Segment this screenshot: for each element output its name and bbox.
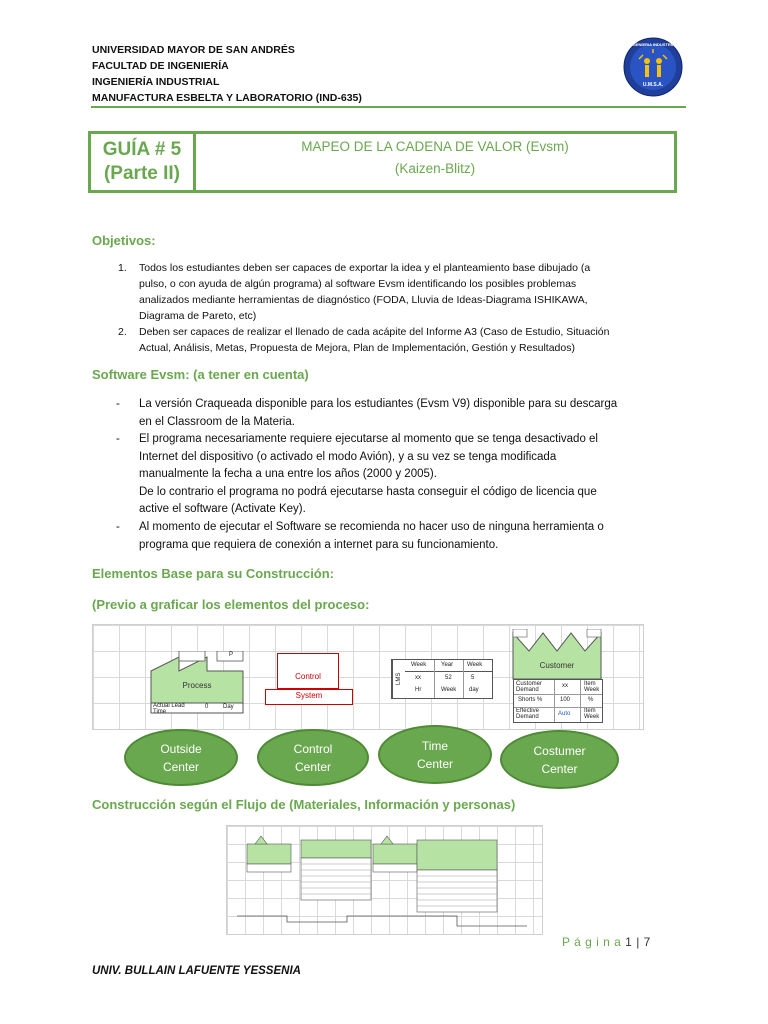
software-bullet-3 xyxy=(116,519,686,554)
header-course: MANUFACTURA ESBELTA Y LABORATORIO (IND-635) xyxy=(92,92,362,104)
bullet-2-line-4: De lo contrario el programa no podrá ejecutarse hasta conseguir el código de licencia que xyxy=(139,485,597,498)
author: UNIV. BULLAIN LAFUENTE YESSENIA xyxy=(92,965,301,977)
oval-1-line-1: Outside xyxy=(160,741,202,756)
oval-2-line-1: Control xyxy=(293,741,333,756)
base-elements-diagram xyxy=(92,624,644,730)
objective-num-1: 1. xyxy=(118,262,127,274)
time-r2-c1: Hr xyxy=(415,687,422,693)
time-header-3: Week xyxy=(467,662,483,668)
process-row-label: Actual Lead Time xyxy=(153,703,185,715)
objective-1-line-2: pulso, o con ayuda de algún programa) al software Evsm identificando los posibles problemas xyxy=(139,278,577,290)
elements-subheading: (Previo a graficar los elementos del proceso: xyxy=(92,597,370,612)
objective-1-line-3: analizados mediante herramientas de diagnóstico (FODA, Lluvia de Ideas-Diagrama ISHIKAWA, xyxy=(139,294,588,306)
objective-1-line-4: Diagrama de Pareto, etc) xyxy=(139,310,257,322)
bullet-dash-1: - xyxy=(116,398,120,410)
cust-r2-c2: 100 xyxy=(560,697,571,703)
bullet-1-line-2: en el Classroom de la Materia. xyxy=(139,415,295,428)
title-box xyxy=(88,131,677,193)
oval-control-center xyxy=(257,729,369,786)
oval-4-line-1: Costumer xyxy=(533,743,586,758)
time-r2-c2: Week xyxy=(441,687,457,693)
bullet-3-line-2: programa que requiera de conexión a internet para su funcionamiento. xyxy=(139,538,499,551)
guide-number xyxy=(91,138,193,186)
time-header-2: Year xyxy=(441,662,454,668)
oval-2-line-2: Center xyxy=(294,759,332,774)
objectives-heading: Objetivos: xyxy=(92,233,156,248)
customer-label: Customer xyxy=(539,661,575,670)
cust-r1-c1: Customer Demand xyxy=(516,681,543,693)
bullet-2-line-3: manualmente la fecha a una entre los años (2000 y 2005). xyxy=(139,468,437,480)
header-faculty: FACULTAD DE INGENIERÍA xyxy=(92,60,229,72)
page-number: 1 xyxy=(625,935,633,949)
bullet-dash-3: - xyxy=(116,521,120,533)
time-r1-c2: 52 xyxy=(445,675,452,681)
process-label: Process xyxy=(182,681,212,690)
bullet-1-line-1: La versión Craqueada disponible para los estudiantes (Evsm V9) disponible para su descarga xyxy=(139,398,618,410)
bullet-3-line-1: Al momento de ejecutar el Software se recomienda no hacer uso de ninguna herramienta o xyxy=(139,521,604,533)
header-text xyxy=(92,42,512,106)
customer-table xyxy=(513,679,603,723)
flow-diagram-drawing xyxy=(227,826,542,934)
bullet-dash-2: - xyxy=(116,433,120,445)
customer-shape xyxy=(511,629,603,681)
objective-2-line-1: Deben ser capaces de realizar el llenado de cada acápite del Informe A3 (Caso de Estudio, Situación xyxy=(139,326,610,338)
header-career: INGENIERÍA INDUSTRIAL xyxy=(92,76,220,88)
time-r2-c3: day xyxy=(469,687,479,693)
cust-r3-c1: Effective Demand xyxy=(516,708,539,720)
oval-outside-center xyxy=(124,729,238,786)
page-indicator xyxy=(562,935,651,949)
elements-heading: Elementos Base para su Construcción: xyxy=(92,566,335,581)
guide-line-1: GUÍA # 5 xyxy=(102,139,182,160)
cust-r3-c3: Item Week xyxy=(584,708,600,720)
control-box xyxy=(277,653,339,689)
header-divider xyxy=(91,106,686,108)
time-r1-c3: 5 xyxy=(471,675,475,681)
cust-r1-c2: xx xyxy=(562,683,568,689)
time-table xyxy=(391,659,493,699)
cust-r3-c2: Auto xyxy=(558,711,571,717)
system-label: System xyxy=(295,691,323,700)
oval-customer-center xyxy=(500,730,619,789)
flow-diagram xyxy=(226,825,543,935)
bullet-2-line-5: active el software (Activate Key). xyxy=(139,503,306,515)
objective-item-2 xyxy=(118,324,678,356)
objective-item-1 xyxy=(118,260,678,324)
sub-title: (Kaizen-Blitz) xyxy=(394,161,476,176)
oval-3-line-1: Time xyxy=(421,738,449,753)
page-label: P á g i n a xyxy=(562,935,622,949)
logo-top-text: INGENIERIA INDUSTRIAL xyxy=(628,42,678,47)
process-row-value: 0 xyxy=(205,704,209,710)
bullet-2-line-1: El programa necesariamente requiere ejecutarse al momento que se tenga desactivado el xyxy=(139,433,598,445)
process-p-label: P xyxy=(229,652,234,658)
objective-2-line-2: Actual, Análisis, Metas, Propuesta de Mejora, Plan de Implementación, Gestión y Resultados) xyxy=(139,342,575,354)
time-side-label: LMS xyxy=(392,660,405,698)
objective-num-2: 2. xyxy=(118,326,127,338)
software-bullet-1 xyxy=(116,396,686,431)
bullet-2-line-2: Internet del dispositivo (o activado el modo Avión), y a su vez se tenga modificada xyxy=(139,450,557,463)
logo-bottom-text: U.M.S.A. xyxy=(642,82,664,88)
oval-time-center xyxy=(378,725,492,784)
software-bullet-2 xyxy=(116,431,686,519)
flow-heading: Construcción según el Flujo de (Materiales, Información y personas) xyxy=(92,797,516,812)
oval-3-line-2: Center xyxy=(416,756,454,771)
time-r1-c1: xx xyxy=(415,675,421,681)
oval-1-line-2: Center xyxy=(162,759,199,774)
control-label: Control xyxy=(295,672,321,681)
cust-r1-c3: Item Week xyxy=(584,681,600,693)
cust-r2-c1: Shorts % xyxy=(518,697,543,703)
page-separator: | xyxy=(636,935,640,949)
guide-line-2: (Parte II) xyxy=(103,163,181,184)
page-total: 7 xyxy=(643,935,651,949)
objective-1-line-1: Todos los estudiantes deben ser capaces de exportar la idea y el planteamiento base dibujado (a xyxy=(139,262,591,274)
process-row-unit: Day xyxy=(223,704,234,710)
header-university: UNIVERSIDAD MAYOR DE SAN ANDRÉS xyxy=(92,44,295,56)
software-heading: Software Evsm: (a tener en cuenta) xyxy=(92,367,309,382)
cust-r2-c3: % xyxy=(588,697,594,703)
time-header-1: Week xyxy=(411,662,427,668)
main-title: MAPEO DE LA CADENA DE VALOR (Evsm) xyxy=(301,139,569,154)
oval-4-line-2: Center xyxy=(541,761,578,776)
customer-box xyxy=(511,629,603,725)
